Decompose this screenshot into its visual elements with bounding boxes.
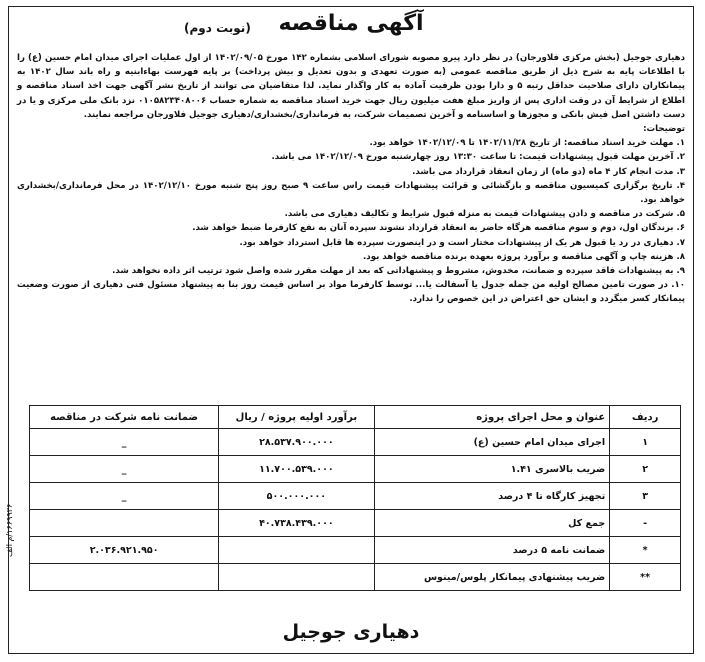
- col-header-project-title: عنوان و محل اجرای پروژه: [374, 406, 610, 429]
- bond-value: _: [30, 429, 219, 456]
- notice-code: ۱۶۶۹۹۳۶/م الف: [5, 503, 14, 557]
- note-item: ۶. برندگان اول، دوم و سوم مناقصه هرگاه حاضر به انعقاد قرارداد نشوند سپرده آنان به نفع کارفرما ضبط خواهد شد.: [192, 223, 685, 234]
- project-title: ضمانت نامه ۵ درصد: [374, 537, 610, 564]
- footer-signature: دهیاری جوجیل: [282, 621, 420, 643]
- table-row: [30, 483, 681, 510]
- note-item: ۳. مدت انجام کار ۴ ماه (دو ماه) از زمان انعقاد قرارداد می باشد.: [412, 166, 685, 177]
- project-title: جمع کل: [374, 510, 610, 537]
- bond-value: _: [30, 456, 219, 483]
- note-item: ۱۰. در صورت تامین مصالح اولیه من جمله جدول یا آسفالت یا... توسط کارفرما مواد بر اساس قیمت روز بنا به پیشنهاد مسئول فنی دهیاری از صورت وضعیت پیمانکار کسر میگردد و ایشان حق اعتراض در این خصوص را ندارد.: [17, 280, 685, 305]
- row-number: ۱: [610, 429, 681, 456]
- project-title: اجرای میدان امام حسین (ع): [374, 429, 610, 456]
- notes-title: توضیحات:: [643, 124, 685, 135]
- note-item: ۱. مهلت خرید اسناد مناقصه: از تاریخ ۱۴۰۲/۱۱/۲۸ تا ۱۴۰۲/۱۲/۰۹ خواهد بود.: [369, 138, 685, 149]
- col-header-bond: ضمانت نامه شرکت در مناقصه: [30, 406, 219, 429]
- row-number: **: [610, 564, 681, 591]
- table-row: [30, 429, 681, 456]
- note-item: ۵. شرکت در مناقصه و دادن پیشنهادات قیمت به منزله قبول شرایط و تکالیف دهیاری می باشد.: [284, 209, 685, 220]
- bond-value: _: [30, 483, 219, 510]
- row-number: -: [610, 510, 681, 537]
- bond-value: [30, 510, 219, 537]
- table-row: [30, 537, 681, 564]
- intro-paragraph: دهیاری جوجیل (بخش مرکزی فلاورجان) در نظر دارد پیرو مصوبه شورای اسلامی بشماره ۱۴۲ مورخ ۱۴۰۲/۰۹/۰۵ از اول عملیات اجرای میدان امام حسین (ع) را با اطلاعات پایه به شرح ذیل از طریق مناقصه عمومی (به صورت تعهدی و بدون تعدیل و بیش پرداخت) بر پایه فهرست بهاءابنیه و راه باند سال ۱۴۰۲ به پیمانکاران دارای صلاحیت حداقل رتبه ۵ و دارا بودن ظرفیت آماده به کار واگذار نماید. لذا متقاضیان می توانند از تاریخ نشر آگهی جهت اخذ اسناد مناقصه و اطلاع از شرایط آن در وقت اداری پس از واریز مبلغ هفت میلیون ریال جهت خرید اسناد مناقصه به شماره حساب ۰۱۰۵۸۲۳۴۰۸۰۰۶ نزد بانک ملی مرکزی و یا در دست داشتن اصل فیش بانکی و مجوزها و اساسنامه و آخرین تصمیمات شرکت، به فرمانداری/بخشداری/دهیاری جوجیل فلاورجان مراجعه نمایند.: [17, 53, 686, 120]
- row-number: ۲: [610, 456, 681, 483]
- note-item: ۲. آخرین مهلت قبول پیشنهادات قیمت: تا ساعت ۱۳:۳۰ روز چهارشنبه مورخ ۱۴۰۲/۱۲/۰۹ می باشد.: [271, 152, 685, 163]
- estimate-value: [219, 564, 374, 591]
- estimate-value: [219, 537, 374, 564]
- project-title: ضریب پیشنهادی پیمانکار پلوس/مینوس: [374, 564, 610, 591]
- project-title: ضریب بالاسری ۱.۴۱: [374, 456, 610, 483]
- estimate-value: ۲۸.۵۳۷.۹۰۰.۰۰۰: [219, 429, 374, 456]
- note-item: ۷. دهیاری در رد یا قبول هر یک از پیشنهادات مختار است و در اینصورت سپرده ها قابل استرداد خواهد بود.: [239, 237, 685, 248]
- table-row: [30, 510, 681, 537]
- notes-list: [17, 136, 685, 306]
- projects-table: [29, 405, 681, 591]
- estimate-value: ۵۰۰.۰۰۰.۰۰۰: [219, 483, 374, 510]
- note-item: ۹. به پیشنهادات فاقد سپرده و ضمانت، مخدوش، مشروط و پیشنهاداتی که بعد از مهلت مقرر شده واصل شود ترتیب اثر داده نخواهد شد.: [112, 266, 685, 277]
- row-number: ۳: [610, 483, 681, 510]
- table-row: [30, 456, 681, 483]
- note-item: ۸. هزینه چاپ و آگهی مناقصه و برآورد پروژه بعهده برنده مناقصه خواهد بود.: [363, 251, 685, 262]
- project-title: تجهیز کارگاه تا ۴ درصد: [374, 483, 610, 510]
- bond-value: [30, 564, 219, 591]
- notice-title: آگهی مناقصه: [278, 11, 424, 36]
- bond-value: ۲.۰۳۶.۹۲۱.۹۵۰: [30, 537, 219, 564]
- note-item: ۴. تاریخ برگزاری کمیسیون مناقصه و بازگشائی و قرائت پیشنهادات قیمت راس ساعت ۹ صبح روز پنج شنبه مورخ ۱۴۰۲/۱۲/۱۰ در محل فرمانداری/بخشداری خواهد بود.: [17, 180, 685, 206]
- estimate-value: ۱۱.۷۰۰.۵۳۹.۰۰۰: [219, 456, 374, 483]
- row-number: *: [610, 537, 681, 564]
- estimate-value: ۴۰.۷۳۸.۴۳۹.۰۰۰: [219, 510, 374, 537]
- col-header-estimate: برآورد اولیه پروژه / ریال: [219, 406, 374, 429]
- table-row: [30, 564, 681, 591]
- col-header-row-number: ردیف: [610, 406, 681, 429]
- notice-body: [17, 51, 685, 307]
- tender-notice: [5, 6, 694, 654]
- notice-round: (نوبت دوم): [184, 21, 251, 35]
- table-header-row: [30, 406, 681, 429]
- title-row: [9, 11, 693, 47]
